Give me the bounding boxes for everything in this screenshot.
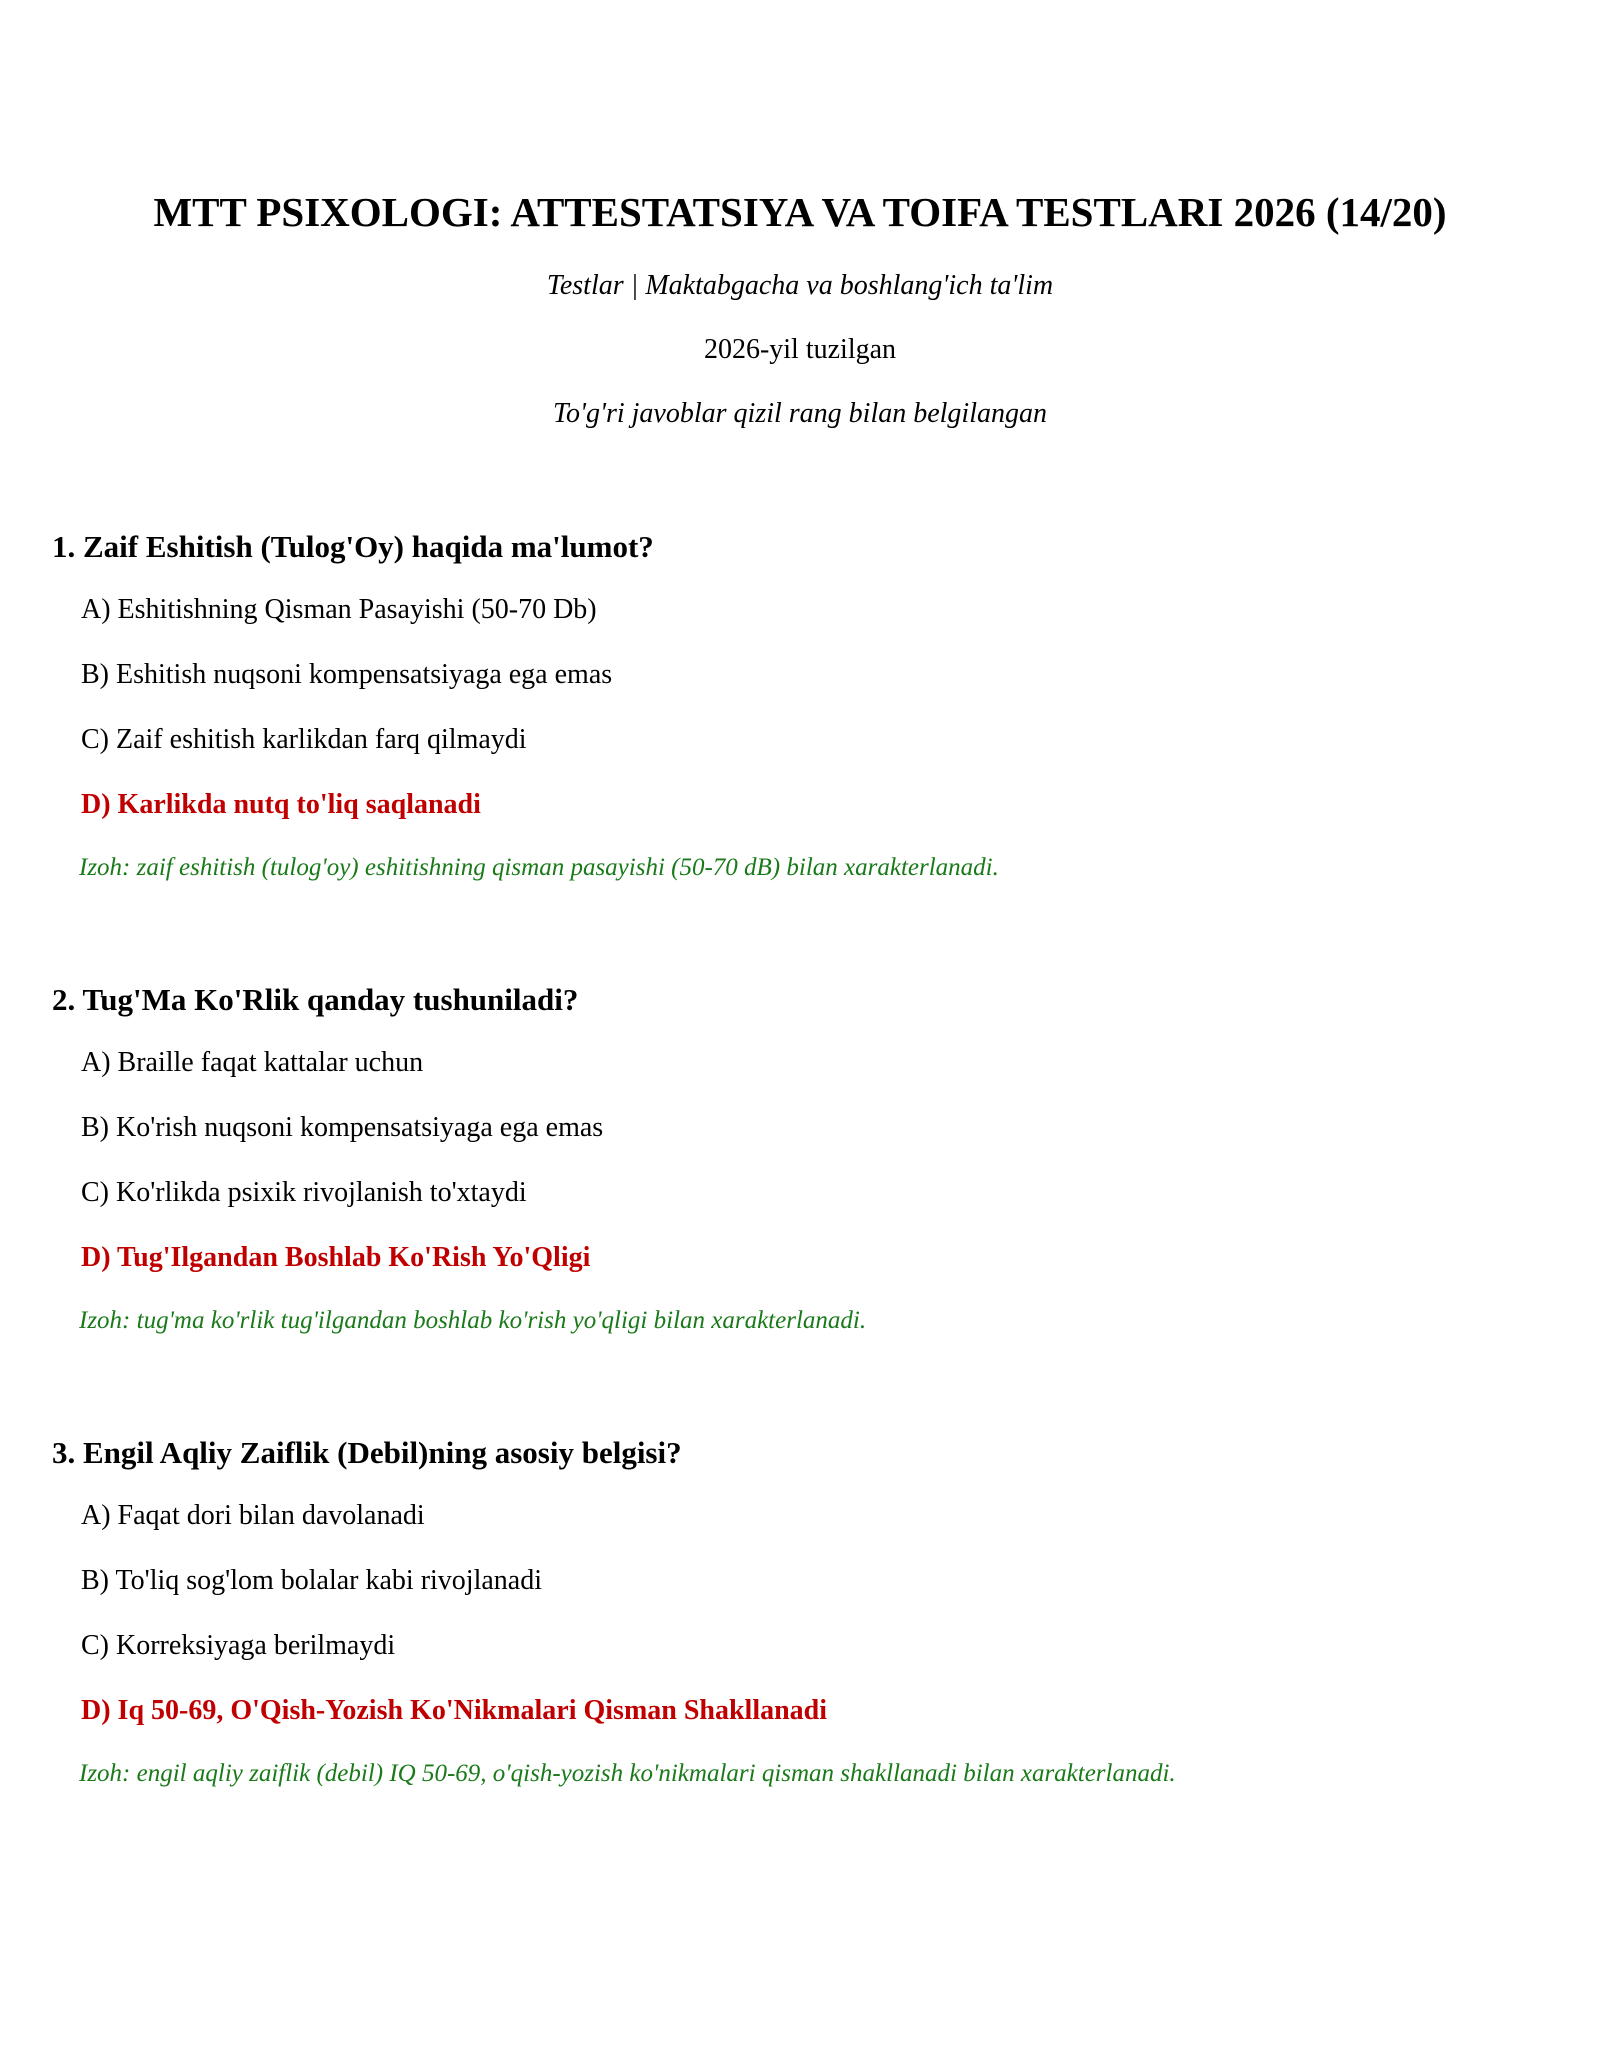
question-3 bbox=[52, 1432, 1552, 1791]
option-d-correct: D) Tug'Ilgandan Boshlab Ko'Rish Yo'Qligi bbox=[81, 1242, 591, 1273]
question-text: 1. Zaif Eshitish (Tulog'Oy) haqida ma'lumot? bbox=[52, 529, 654, 564]
option-d-correct: D) Iq 50-69, O'Qish-Yozish Ko'Nikmalari Qisman Shakllanadi bbox=[81, 1695, 828, 1726]
year-line: 2026-yil tuzilgan bbox=[703, 334, 897, 365]
option-a: A) Braille faqat kattalar uchun bbox=[81, 1047, 424, 1078]
document-title: MTT PSIXOLOGI: ATTESTATSIYA VA TOIFA TESTLARI 2026 (14/20) bbox=[153, 189, 1447, 235]
option-c: C) Zaif eshitish karlikdan farq qilmaydi bbox=[81, 724, 527, 755]
explanation-note: Izoh: tug'ma ko'rlik tug'ilgandan boshlab ko'rish yo'qligi bilan xarakterlanadi. bbox=[79, 1307, 867, 1334]
option-a: A) Faqat dori bilan davolanadi bbox=[81, 1500, 425, 1531]
option-d-correct: D) Karlikda nutq to'liq saqlanadi bbox=[81, 789, 481, 820]
option-b: B) Eshitish nuqsoni kompensatsiyaga ega emas bbox=[81, 659, 613, 690]
option-b: B) To'liq sog'lom bolalar kabi rivojlanadi bbox=[81, 1565, 542, 1596]
explanation-note: Izoh: zaif eshitish (tulog'oy) eshitishning qisman pasayishi (50-70 dB) bilan xarakterlanadi. bbox=[79, 854, 999, 881]
question-text: 3. Engil Aqliy Zaiflik (Debil)ning asosiy belgisi? bbox=[52, 1435, 682, 1470]
option-c: C) Korreksiyaga berilmaydi bbox=[81, 1630, 396, 1661]
question-1 bbox=[52, 526, 1552, 885]
question-2 bbox=[52, 979, 1552, 1338]
explanation-note: Izoh: engil aqliy zaiflik (debil) IQ 50-69, o'qish-yozish ko'nikmalari qisman shakllanadi bilan xarakterlanadi. bbox=[79, 1760, 1176, 1787]
legend-note: To'g'ri javoblar qizil rang bilan belgilangan bbox=[553, 398, 1047, 429]
option-c: C) Ko'rlikda psixik rivojlanish to'xtaydi bbox=[81, 1177, 527, 1208]
option-a: A) Eshitishning Qisman Pasayishi (50-70 Db) bbox=[81, 594, 597, 625]
document-subtitle: Testlar | Maktabgacha va boshlang'ich ta'lim bbox=[546, 270, 1054, 301]
question-text: 2. Tug'Ma Ko'Rlik qanday tushuniladi? bbox=[52, 982, 579, 1017]
option-b: B) Ko'rish nuqsoni kompensatsiyaga ega emas bbox=[81, 1112, 604, 1143]
